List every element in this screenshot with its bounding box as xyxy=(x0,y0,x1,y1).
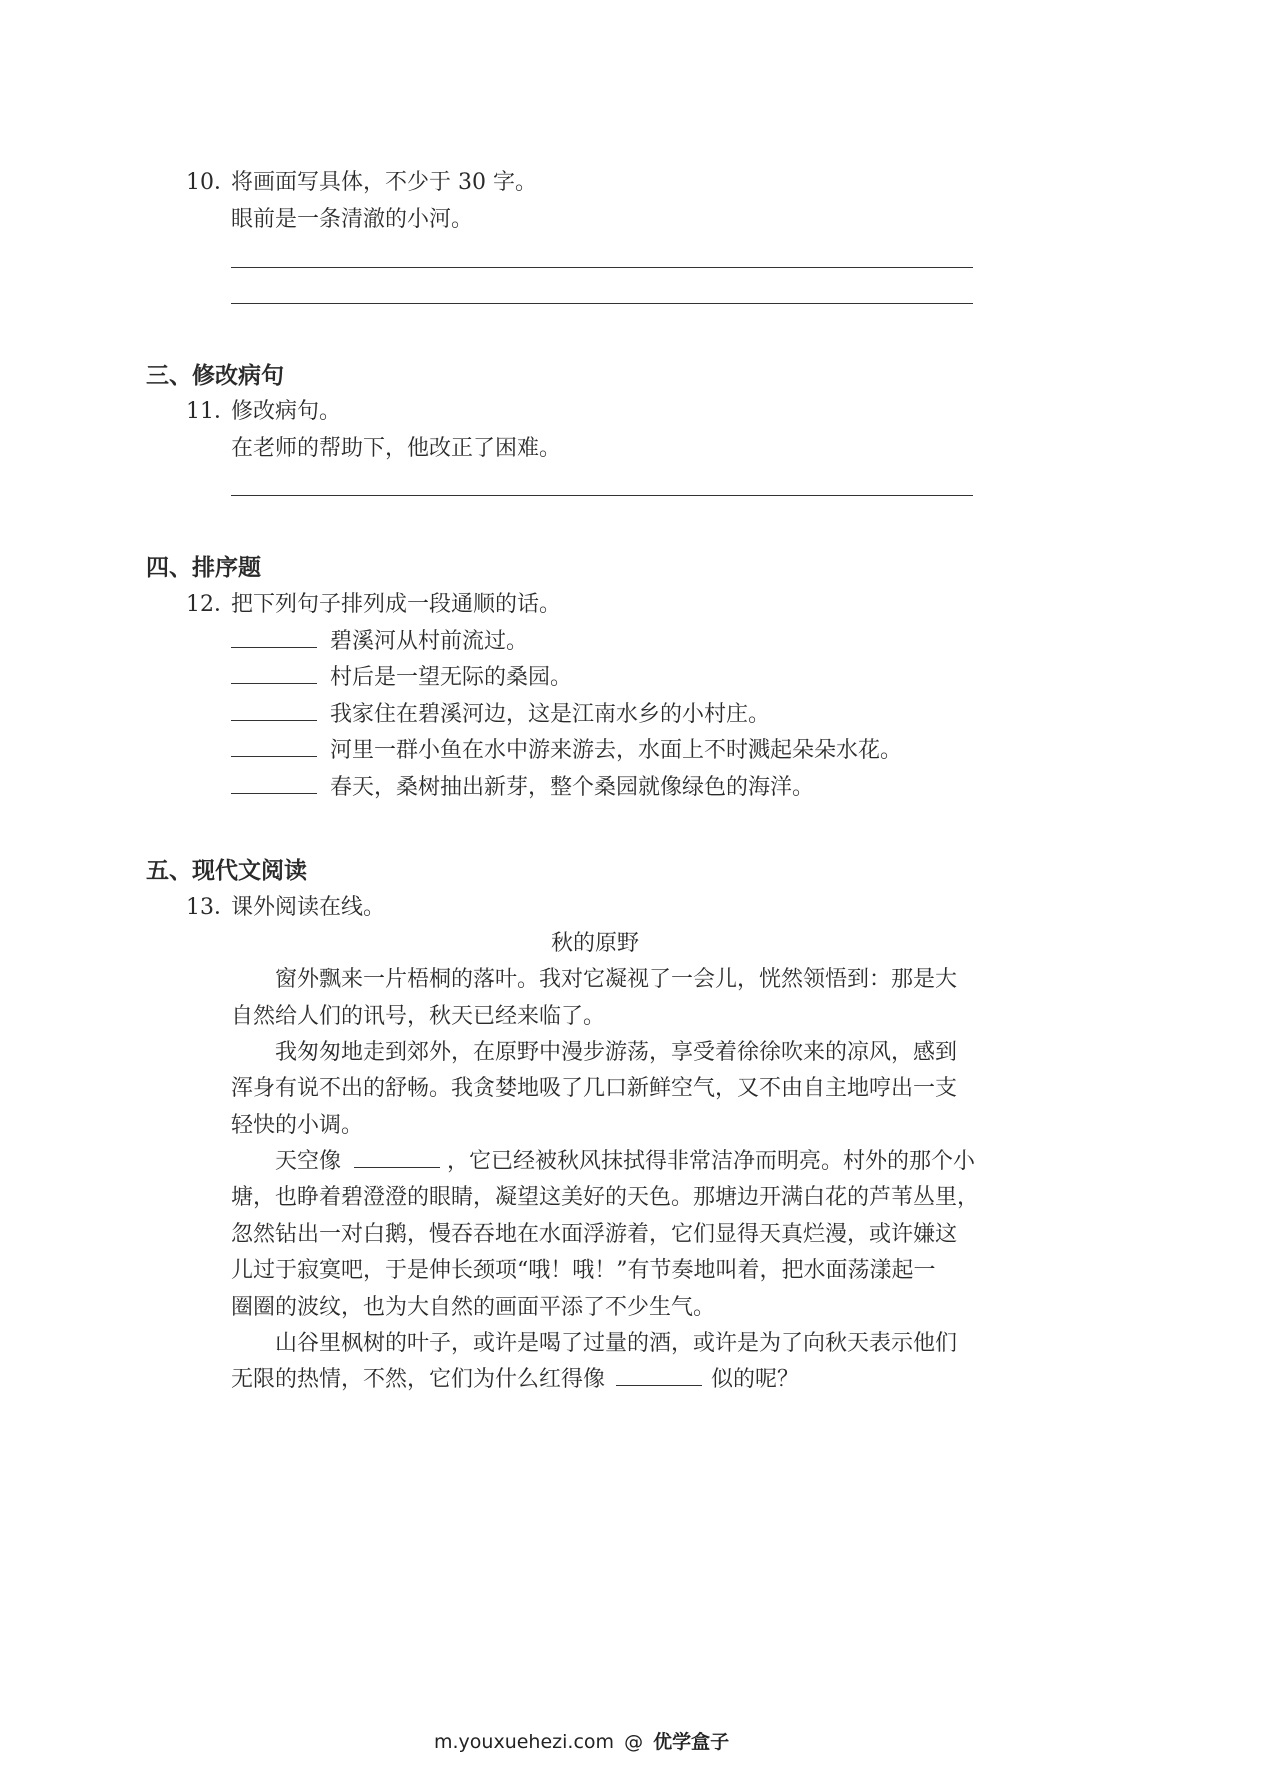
passage-line xyxy=(231,1369,799,1391)
section-5-heading: 五、现代文阅读 xyxy=(146,858,307,884)
answer-line[interactable] xyxy=(231,495,973,496)
order-item xyxy=(231,777,814,799)
footer-brand: 优学盒子 xyxy=(653,1731,730,1753)
answer-line[interactable] xyxy=(231,303,973,304)
passage-title: 秋的原野 xyxy=(551,931,640,956)
order-item xyxy=(231,740,902,762)
order-blank[interactable] xyxy=(231,646,317,648)
passage-line: 浑身有说不出的舒畅。我贪婪地吸了几口新鲜空气，又不由自主地哼出一支 xyxy=(231,1076,958,1101)
passage-line: 轻快的小调。 xyxy=(231,1113,364,1138)
passage-line: 我匆匆地走到郊外，在原野中漫步游荡，享受着徐徐吹来的凉风，感到 xyxy=(275,1040,958,1065)
order-item-text: 河里一群小鱼在水中游来游去，水面上不时溅起朵朵水花。 xyxy=(330,738,903,763)
fill-blank[interactable] xyxy=(354,1166,440,1168)
order-item-text: 村后是一望无际的桑园。 xyxy=(330,665,573,690)
q10-sentence: 眼前是一条清澈的小河。 xyxy=(231,207,474,232)
order-blank[interactable] xyxy=(231,719,317,721)
passage-text: 似的呢？ xyxy=(711,1367,800,1392)
q13-prompt: 课外阅读在线。 xyxy=(231,895,386,920)
passage-line: 圈圈的波纹，也为大自然的画面平添了不少生气。 xyxy=(231,1295,716,1320)
order-item xyxy=(231,631,528,653)
footer-site-link[interactable]: m.youxuehezi.com xyxy=(434,1731,615,1753)
q12-number: 12． xyxy=(186,592,236,617)
passage-line: 塘，也睁着碧澄澄的眼睛，凝望这美好的天色。那塘边开满白花的芦苇丛里， xyxy=(231,1185,980,1210)
q10-number: 10． xyxy=(186,170,236,195)
answer-line[interactable] xyxy=(231,267,973,268)
passage-text: 无限的热情，不然，它们为什么红得像 xyxy=(231,1367,606,1392)
section-4-heading: 四、排序题 xyxy=(146,555,261,581)
order-blank[interactable] xyxy=(231,682,317,684)
passage-line: 自然给人们的讯号，秋天已经来临了。 xyxy=(231,1004,606,1029)
section-3-heading: 三、修改病句 xyxy=(146,363,284,389)
order-blank[interactable] xyxy=(231,792,317,794)
order-item xyxy=(231,667,572,689)
order-blank[interactable] xyxy=(231,755,317,757)
q12-prompt: 把下列句子排列成一段通顺的话。 xyxy=(231,592,562,617)
fill-blank[interactable] xyxy=(616,1384,702,1386)
footer-separator: @ xyxy=(624,1731,644,1753)
passage-text: 天空像 xyxy=(275,1149,342,1174)
passage-line: 儿过于寂寞吧，于是伸长颈项“哦！哦！”有节奏地叫着，把水面荡漾起一 xyxy=(231,1258,936,1283)
q13-number: 13． xyxy=(186,895,236,920)
footer xyxy=(434,1733,729,1752)
order-item-text: 春天，桑树抽出新芽，整个桑园就像绿色的海洋。 xyxy=(330,775,815,800)
order-item-text: 碧溪河从村前流过。 xyxy=(330,629,529,654)
passage-line xyxy=(275,1151,975,1173)
passage-line: 忽然钻出一对白鹅，慢吞吞地在水面浮游着，它们显得天真烂漫，或许嫌这 xyxy=(231,1222,958,1247)
q11-sentence: 在老师的帮助下，他改正了困难。 xyxy=(231,436,562,461)
order-item-text: 我家住在碧溪河边，这是江南水乡的小村庄。 xyxy=(330,702,771,727)
q11-prompt: 修改病句。 xyxy=(231,399,342,424)
passage-text: ，它已经被秋风抹拭得非常洁净而明亮。村外的那个小 xyxy=(447,1149,976,1174)
q11-number: 11． xyxy=(186,399,236,424)
order-item xyxy=(231,704,770,726)
q10-prompt: 将画面写具体，不少于 30 字。 xyxy=(231,170,537,195)
passage-line: 山谷里枫树的叶子，或许是喝了过量的酒，或许是为了向秋天表示他们 xyxy=(275,1331,958,1356)
passage-line: 窗外飘来一片梧桐的落叶。我对它凝视了一会儿，恍然领悟到：那是大 xyxy=(275,967,958,992)
